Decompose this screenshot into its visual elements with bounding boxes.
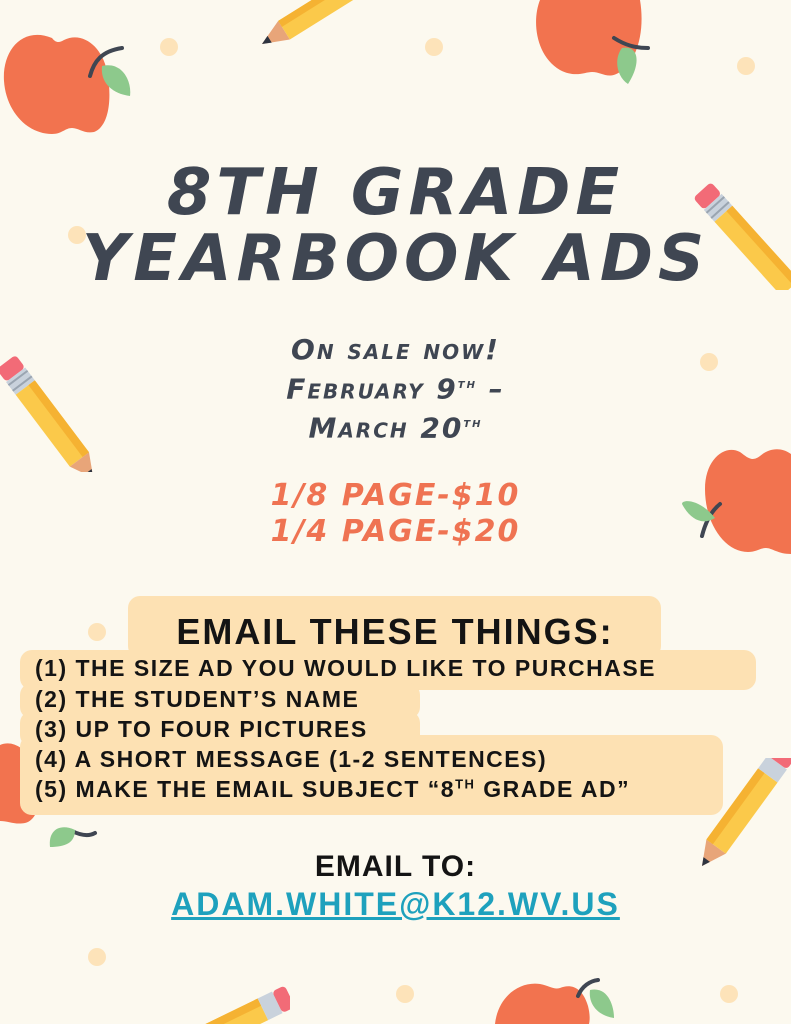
item5-text: (5) MAKE THE EMAIL SUBJECT “8	[35, 776, 456, 802]
dot	[88, 623, 106, 641]
apple-icon	[490, 976, 620, 1024]
sale-start-date	[0, 367, 791, 406]
email-to-label: EMAIL TO:	[314, 850, 477, 883]
title-line-2: YEARBOOK ADS	[81, 222, 710, 296]
email-section-heading: EMAIL THESE THINGS:	[176, 611, 614, 652]
end-date-text: March 20	[308, 411, 464, 445]
price-list	[0, 478, 791, 550]
list-item: (1) THE SIZE AD YOU WOULD LIKE TO PURCHASE	[35, 655, 656, 681]
dot	[396, 985, 414, 1003]
sale-headline: On sale now!	[291, 333, 500, 366]
pencil-icon	[200, 980, 290, 1024]
sale-end-date	[0, 406, 791, 445]
email-address-link[interactable]: ADAM.WHITE@K12.WV.US	[171, 886, 620, 922]
date-dash: –	[476, 372, 505, 406]
start-date-text: February 9	[286, 372, 458, 406]
dot	[720, 985, 738, 1003]
list-item	[35, 776, 630, 803]
page-title	[0, 156, 791, 296]
apple-icon	[530, 0, 655, 90]
dot	[737, 57, 755, 75]
title-line-1: 8TH GRADE	[166, 156, 625, 230]
price-quarter-page: 1/4 PAGE-$20	[270, 514, 521, 549]
end-date-suffix: th	[463, 415, 483, 432]
price-eighth-page: 1/8 PAGE-$10	[270, 478, 521, 513]
item5-superscript: TH	[455, 776, 476, 792]
dot	[425, 38, 443, 56]
apple-icon	[2, 26, 132, 138]
start-date-suffix: th	[457, 376, 477, 392]
dot	[160, 38, 178, 56]
item5-text-end: GRADE AD”	[475, 776, 631, 802]
sale-dates	[0, 333, 791, 446]
list-item: (4) A SHORT MESSAGE (1-2 SENTENCES)	[35, 746, 548, 772]
pencil-icon	[258, 0, 363, 50]
list-item: (3) UP TO FOUR PICTURES	[35, 716, 368, 742]
list-item: (2) THE STUDENT’S NAME	[35, 686, 360, 712]
dot	[88, 948, 106, 966]
